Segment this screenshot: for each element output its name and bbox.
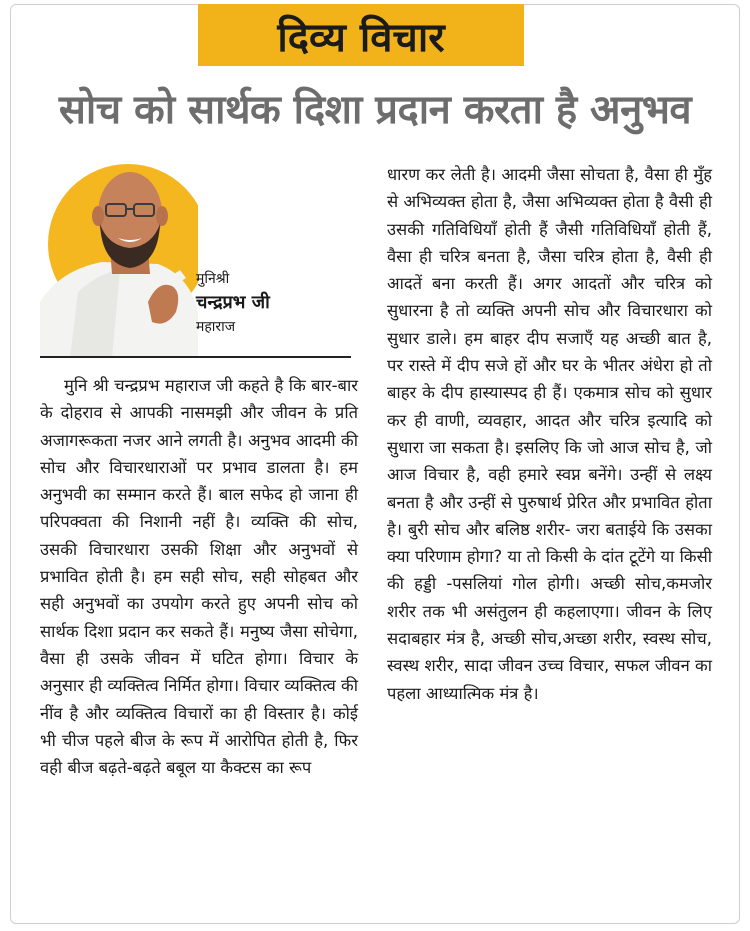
author-byline [196, 268, 351, 338]
byline-title: मुनिश्री [196, 271, 230, 287]
byline-name: चन्द्रप्रभ जी [196, 292, 270, 313]
byline-divider [40, 356, 351, 358]
article-column-left [40, 372, 358, 781]
paragraph: मुनि श्री चन्द्रप्रभ महाराज जी कहते है कि बार-बार के दोहराव से आपकी नासमझी और जीवन के प्रति अजागरूकता नजर आने लगती है। अनुभव आदमी की सोच और विचारधाराओं पर प्रभाव डालता है। हम अनुभवी का सम्मान करते हैं। बाल सफेद हो जाना ही परिपक्वता की निशानी नहीं है। व्यक्ति की सोच, उसकी विचारधारा उसकी शिक्षा और अनुभवों से प्रभावित होती है। हम सही सोच, सही सोहबत और सही अनुभवों का उपयोग करते हुए अपनी सोच को सार्थक दिशा प्रदान कर सकते हैं। मनुष्य जैसा सोचेगा, वैसा ही उसके जीवन में घटित होगा। विचार के अनुसार ही व्यक्तित्व निर्मित होगा। विचार व्यक्तित्व की नींव है और व्यक्तित्व विचारों का ही विस्तार है। कोई भी चीज पहले बीज के रूप में आरोपित होती है, फिर वही बीज बढ़ते-बढ़ते बबूल या कैक्टस का रूप [40, 376, 358, 778]
byline-suffix: महाराज [196, 319, 236, 335]
article-column-right [387, 161, 712, 707]
section-kicker: दिव्य विचार [198, 4, 524, 66]
author-photo [40, 152, 198, 358]
headline: सोच को सार्थक दिशा प्रदान करता है अनुभव [58, 87, 692, 133]
paragraph: धारण कर लेती है। आदमी जैसा सोचता है, वैसा ही मुँह से अभिव्यक्त होता है, जैसा अभिव्यक्त होता है वैसी ही उसकी गतिविधियाँ होती हैं जैसी गतिविधियाँ होती हैं, वैसा ही चरित्र बनता है, जैसा चरित्र होता है, वैसी ही आदतें बना करती हैं। अगर आदतों और चरित्र को सुधारना है तो व्यक्ति अपनी सोच और विचारधारा को सुधार डाले। हम बाहर दीप सजाएँ यह अच्छी बात है, पर रास्ते में दीप सजे हों और घर के भीतर अंधेरा हो तो बाहर के दीप हास्यास्पद ही हैं। एकमात्र सोच को सुधार कर ही वाणी, व्यवहार, आदत और चरित्र इत्यादि को सुधारा जा सकता है। इसलिए कि जो आज सोच है, जो आज विचार है, वही हमारे स्वप्न बनेंगे। उन्हीं से लक्ष्य बनता है और उन्हीं से पुरुषार्थ प्रेरित और प्रभावित होता है। बुरी सोच और बलिष्ठ शरीर- जरा बताईये कि उसका क्या परिणाम होगा? या तो किसी के दांत टूटेंगे या किसी की हड्डी -पसलियां गोल होगी। अच्छी सोच,कमजोर शरीर तक भी असंतुलन ही कहलाएगा। जीवन के लिए सदाबहार मंत्र है, अच्छी सोच,अच्छा शरीर, स्वस्थ सोच, स्वस्थ शरीर, सादा जीवन उच्च विचार, सफल जीवन का पहला आध्यात्मिक मंत्र है। [387, 165, 712, 703]
